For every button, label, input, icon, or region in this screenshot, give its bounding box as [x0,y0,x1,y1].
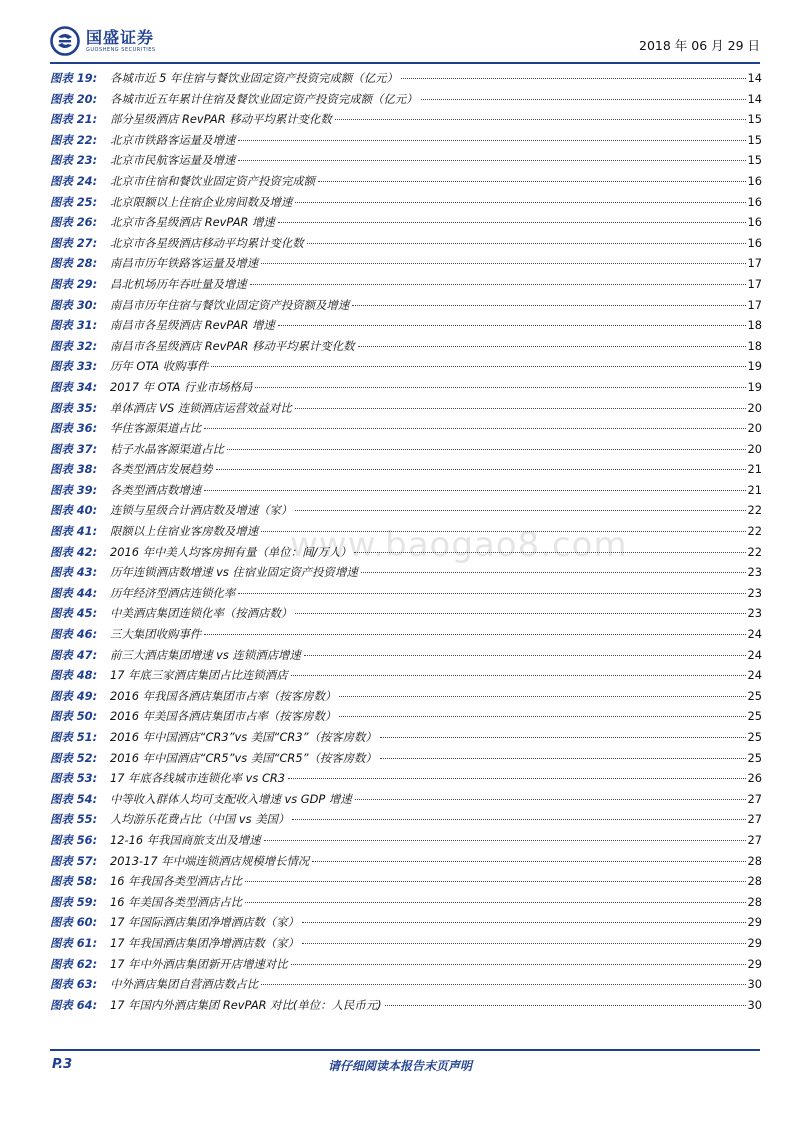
toc-entry-title: 各城市近 5 年住宿与餐饮业固定资产投资完成额（亿元） [110,71,398,85]
toc-entry-page: 25 [747,750,762,765]
toc-entry[interactable] [50,811,762,832]
toc-entry[interactable] [50,255,762,276]
toc-entry-title: 各城市近五年累计住宿及餐饮业固定资产投资完成额（亿元） [110,91,418,106]
toc-entry-page: 20 [747,400,762,415]
toc-entry-title: 单体酒店 VS 连锁酒店运营效益对比 [110,400,292,415]
toc-entry[interactable] [50,997,762,1018]
toc-dot-leader [295,613,745,614]
toc-dot-leader [355,799,746,800]
header-divider [50,62,760,64]
toc-dot-leader [339,696,745,697]
toc-entry-title: 南昌市历年住宿与餐饮业固定资产投资额及增速 [110,297,350,312]
toc-entry[interactable] [50,729,762,750]
toc-entry-page: 15 [747,132,762,147]
toc-entry-title: 12-16 年我国商旅支出及增速 [110,832,261,847]
toc-entry-label: 图表 51: [50,730,98,744]
toc-entry-label: 图表 46: [50,627,98,642]
toc-entry[interactable] [50,235,762,256]
toc-entry-title: 17 年国内外酒店集团 RevPAR 对比(单位：人民币元) [110,997,382,1012]
toc-dot-leader [264,840,746,841]
toc-entry-title: 桔子水晶客源渠道占比 [110,441,224,456]
toc-entry-title: 中等收入群体人均可支配收入增速 vs GDP 增速 [110,791,352,806]
toc-dot-leader [216,469,746,470]
toc-entry[interactable] [50,853,762,874]
toc-dot-leader [380,758,746,759]
toc-entry[interactable] [50,523,762,544]
toc-entry-page: 19 [747,359,762,374]
toc-entry-title: 北京市住宿和餐饮业固定资产投资完成额 [110,173,316,188]
page-header [50,22,760,60]
toc-dot-leader [261,531,745,532]
toc-entry-page: 30 [747,977,762,992]
toc-entry-page: 23 [747,565,762,580]
figure-table-of-contents [50,70,762,1017]
toc-entry[interactable] [50,111,762,132]
toc-dot-leader [278,325,746,326]
toc-entry-page: 22 [747,524,762,539]
toc-entry-label: 图表 62: [50,956,98,971]
toc-entry[interactable] [50,482,762,503]
toc-dot-leader [238,593,745,594]
toc-entry[interactable] [50,647,762,668]
toc-entry-label: 图表 47: [50,647,98,662]
toc-entry[interactable] [50,502,762,523]
toc-entry[interactable] [50,379,762,400]
toc-entry[interactable] [50,132,762,153]
toc-entry-page: 19 [747,379,762,394]
toc-entry-page: 22 [747,503,762,518]
toc-entry-page: 18 [747,318,762,333]
toc-entry-title: 2016 年中国酒店“CR5”vs 美国“CR5”（按客房数） [110,750,377,765]
toc-entry[interactable] [50,688,762,709]
toc-dot-leader [358,346,746,347]
toc-entry[interactable] [50,770,762,791]
watermark: www.baogao8.com [290,525,628,565]
toc-entry-title: 南昌市各星级酒店 RevPAR 增速 [110,318,275,333]
toc-entry-label: 图表 64: [50,997,98,1012]
toc-dot-leader [211,366,745,367]
toc-entry-label: 图表 56: [50,832,98,847]
toc-entry[interactable] [50,956,762,977]
toc-entry[interactable] [50,461,762,482]
toc-entry[interactable] [50,152,762,173]
footer-divider [50,1049,760,1051]
toc-entry-title: 限额以上住宿业客房数及增速 [110,524,259,539]
toc-dot-leader [307,243,746,244]
toc-entry[interactable] [50,914,762,935]
toc-entry[interactable] [50,626,762,647]
toc-entry-label: 图表 21: [50,112,98,127]
toc-entry-title: 历年连锁酒店数增速 vs 住宿业固定资产投资增速 [110,565,358,580]
toc-dot-leader [352,305,745,306]
toc-entry-page: 14 [747,71,762,85]
toc-dot-leader [204,428,745,429]
toc-entry-page: 29 [747,915,762,930]
toc-entry-title: 北京限额以上住宿企业房间数及增速 [110,194,293,209]
toc-entry-title: 北京市各星级酒店移动平均累计变化数 [110,235,304,250]
toc-entry-title: 昌北机场历年吞吐量及增速 [110,276,247,291]
toc-entry-page: 22 [747,544,762,559]
toc-dot-leader [335,119,746,120]
toc-entry-label: 图表 54: [50,791,98,806]
logo-chinese-name: 国盛证券 [86,27,155,47]
toc-entry-page: 17 [747,297,762,312]
toc-entry-title: 华住客源渠道占比 [110,421,202,436]
toc-entry-page: 20 [747,441,762,456]
toc-entry[interactable] [50,173,762,194]
toc-dot-leader [291,675,746,676]
toc-entry-label: 图表 35: [50,400,98,415]
toc-entry-label: 图表 19: [50,71,98,85]
toc-dot-leader [421,99,746,100]
toc-entry-title: 南昌市各星级酒店 RevPAR 移动平均累计变化数 [110,338,355,353]
toc-dot-leader [354,552,745,553]
toc-entry-label: 图表 29: [50,276,98,291]
toc-entry[interactable] [50,276,762,297]
toc-entry-page: 27 [747,812,762,827]
toc-entry-title: 16 年美国各类型酒店占比 [110,894,243,909]
toc-entry[interactable] [50,976,762,997]
toc-entry-label: 图表 23: [50,153,98,168]
toc-entry-label: 图表 37: [50,441,98,456]
toc-entry-page: 18 [747,338,762,353]
toc-entry-title: 北京市铁路客运量及增速 [110,132,236,147]
toc-entry[interactable] [50,194,762,215]
toc-entry-title: 2016 年我国各酒店集团市占率（按客房数） [110,688,337,703]
toc-dot-leader [380,737,746,738]
toc-dot-leader [361,572,746,573]
toc-dot-leader [238,160,745,161]
toc-entry-page: 28 [747,894,762,909]
toc-entry-label: 图表 27: [50,235,98,250]
guosheng-logo-icon [50,26,80,56]
toc-entry[interactable] [50,214,762,235]
toc-entry[interactable] [50,791,762,812]
toc-entry-title: 前三大酒店集团增速 vs 连锁酒店增速 [110,647,301,662]
toc-entry-page: 23 [747,585,762,600]
toc-entry[interactable] [50,605,762,626]
toc-entry[interactable] [50,667,762,688]
toc-entry-title: 历年经济型酒店连锁化率 [110,585,236,600]
toc-entry-page: 28 [747,874,762,889]
toc-entry-title: 连锁与星级合计酒店数及增速（家） [110,503,293,518]
toc-entry-page: 15 [747,112,762,127]
toc-dot-leader [401,78,746,79]
toc-entry-title: 北京市各星级酒店 RevPAR 增速 [110,215,275,230]
company-logo [50,24,156,58]
toc-entry-page: 29 [747,935,762,950]
toc-entry-page: 16 [747,173,762,188]
toc-entry-label: 图表 24: [50,173,98,188]
toc-entry-label: 图表 30: [50,297,98,312]
toc-dot-leader [295,202,745,203]
toc-entry-label: 图表 20: [50,91,98,106]
toc-entry-title: 2016 年中美人均客房拥有量（单位：间/万人） [110,544,352,559]
toc-entry-page: 20 [747,421,762,436]
toc-dot-leader [261,984,745,985]
toc-entry[interactable] [50,873,762,894]
toc-entry-title: 17 年国际酒店集团净增酒店数（家） [110,915,299,930]
toc-entry[interactable] [50,297,762,318]
toc-dot-leader [295,510,745,511]
toc-entry-label: 图表 49: [50,688,98,703]
toc-entry-title: 历年 OTA 收购事件 [110,359,209,374]
toc-entry-title: 三大集团收购事件 [110,627,202,642]
toc-entry-label: 图表 41: [50,524,98,539]
toc-dot-leader [255,387,745,388]
toc-entry-label: 图表 25: [50,194,98,209]
toc-dot-leader [318,181,745,182]
toc-entry[interactable] [50,420,762,441]
toc-entry-page: 30 [747,997,762,1012]
toc-entry-title: 2016 年美国各酒店集团市占率（按客房数） [110,709,337,724]
toc-dot-leader [302,922,746,923]
toc-entry-page: 24 [747,668,762,683]
toc-entry-label: 图表 63: [50,977,98,992]
toc-dot-leader [302,943,746,944]
toc-entry-label: 图表 60: [50,915,98,930]
toc-dot-leader [385,1005,746,1006]
toc-entry-page: 17 [747,276,762,291]
toc-entry-label: 图表 45: [50,606,98,621]
toc-entry[interactable] [50,317,762,338]
toc-entry[interactable] [50,564,762,585]
toc-entry[interactable] [50,935,762,956]
toc-entry-label: 图表 26: [50,215,98,230]
toc-entry-title: 各类型酒店数增速 [110,482,202,497]
toc-entry[interactable] [50,91,762,112]
toc-dot-leader [204,634,745,635]
toc-dot-leader [238,140,745,141]
toc-entry[interactable] [50,400,762,421]
toc-dot-leader [204,490,745,491]
toc-entry[interactable] [50,750,762,771]
toc-entry-label: 图表 42: [50,544,98,559]
toc-entry[interactable] [50,338,762,359]
toc-entry-label: 图表 59: [50,894,98,909]
toc-entry-page: 25 [747,709,762,724]
toc-entry-label: 图表 31: [50,318,98,333]
toc-entry-title: 部分星级酒店 RevPAR 移动平均累计变化数 [110,112,332,127]
toc-entry-page: 26 [747,771,762,786]
toc-entry-label: 图表 55: [50,812,98,827]
toc-dot-leader [250,284,746,285]
toc-entry-page: 16 [747,215,762,230]
toc-entry-title: 2013-17 年中端连锁酒店规模增长情况 [110,853,310,868]
toc-entry-page: 27 [747,832,762,847]
toc-entry-title: 17 年我国酒店集团净增酒店数（家） [110,935,299,950]
toc-dot-leader [245,881,745,882]
toc-entry-title: 2017 年 OTA 行业市场格局 [110,379,253,394]
toc-entry-label: 图表 61: [50,935,98,950]
toc-entry-label: 图表 38: [50,462,98,477]
toc-entry[interactable] [50,894,762,915]
toc-entry-page: 27 [747,791,762,806]
toc-entry-label: 图表 22: [50,132,98,147]
toc-entry-page: 21 [747,462,762,477]
report-date: 2018 年 06 月 29 日 [639,38,760,53]
toc-dot-leader [339,716,745,717]
toc-entry-title: 人均游乐花费占比（中国 vs 美国） [110,812,290,827]
toc-dot-leader [291,964,746,965]
toc-entry-label: 图表 34: [50,379,98,394]
toc-dot-leader [278,222,746,223]
toc-entry-page: 25 [747,730,762,744]
toc-entry-title: 中美酒店集团连锁化率（按酒店数） [110,606,293,621]
toc-entry-label: 图表 43: [50,565,98,580]
toc-dot-leader [227,449,746,450]
toc-entry-title: 2016 年中国酒店“CR3”vs 美国“CR3”（按客房数） [110,730,377,744]
toc-entry-label: 图表 39: [50,482,98,497]
toc-entry-page: 15 [747,153,762,168]
toc-entry-label: 图表 57: [50,853,98,868]
toc-entry-title: 17 年中外酒店集团新开店增速对比 [110,956,288,971]
toc-entry-page: 14 [747,91,762,106]
toc-entry-label: 图表 52: [50,750,98,765]
toc-entry-label: 图表 53: [50,771,98,786]
toc-entry[interactable] [50,585,762,606]
toc-entry-label: 图表 44: [50,585,98,600]
toc-entry-page: 24 [747,647,762,662]
toc-entry[interactable] [50,544,762,565]
toc-entry[interactable] [50,70,762,91]
toc-entry-title: 北京市民航客运量及增速 [110,153,236,168]
toc-entry-label: 图表 58: [50,874,98,889]
toc-entry-label: 图表 33: [50,359,98,374]
toc-entry[interactable] [50,708,762,729]
toc-dot-leader [312,861,745,862]
toc-entry-page: 24 [747,627,762,642]
toc-entry-page: 16 [747,194,762,209]
toc-entry-page: 28 [747,853,762,868]
toc-entry-page: 25 [747,688,762,703]
toc-entry-page: 17 [747,256,762,271]
toc-entry[interactable] [50,832,762,853]
toc-dot-leader [288,778,745,779]
toc-entry-label: 图表 40: [50,503,98,518]
toc-entry-title: 中外酒店集团自营酒店数占比 [110,977,259,992]
toc-entry-label: 图表 50: [50,709,98,724]
toc-entry-title: 南昌市历年铁路客运量及增速 [110,256,259,271]
toc-entry-title: 16 年我国各类型酒店占比 [110,874,243,889]
toc-entry-label: 图表 48: [50,668,98,683]
logo-english-name: GUOSHENG SECURITIES [86,46,156,53]
toc-entry[interactable] [50,358,762,379]
toc-entry-page: 23 [747,606,762,621]
toc-entry-page: 29 [747,956,762,971]
toc-dot-leader [245,902,745,903]
toc-entry-label: 图表 36: [50,421,98,436]
toc-dot-leader [295,408,746,409]
disclaimer-note: 请仔细阅读本报告末页声明 [327,1059,472,1073]
toc-entry-label: 图表 32: [50,338,98,353]
toc-entry-title: 17 年底各线城市连锁化率 vs CR3 [110,771,286,786]
page-number: P.3 [52,1057,73,1072]
toc-entry-page: 21 [747,482,762,497]
toc-entry-label: 图表 28: [50,256,98,271]
toc-entry-title: 各类型酒店发展趋势 [110,462,213,477]
toc-dot-leader [261,263,745,264]
toc-dot-leader [304,655,746,656]
toc-entry-title: 17 年底三家酒店集团占比连锁酒店 [110,668,288,683]
toc-entry[interactable] [50,441,762,462]
toc-entry-page: 16 [747,235,762,250]
toc-dot-leader [292,819,745,820]
